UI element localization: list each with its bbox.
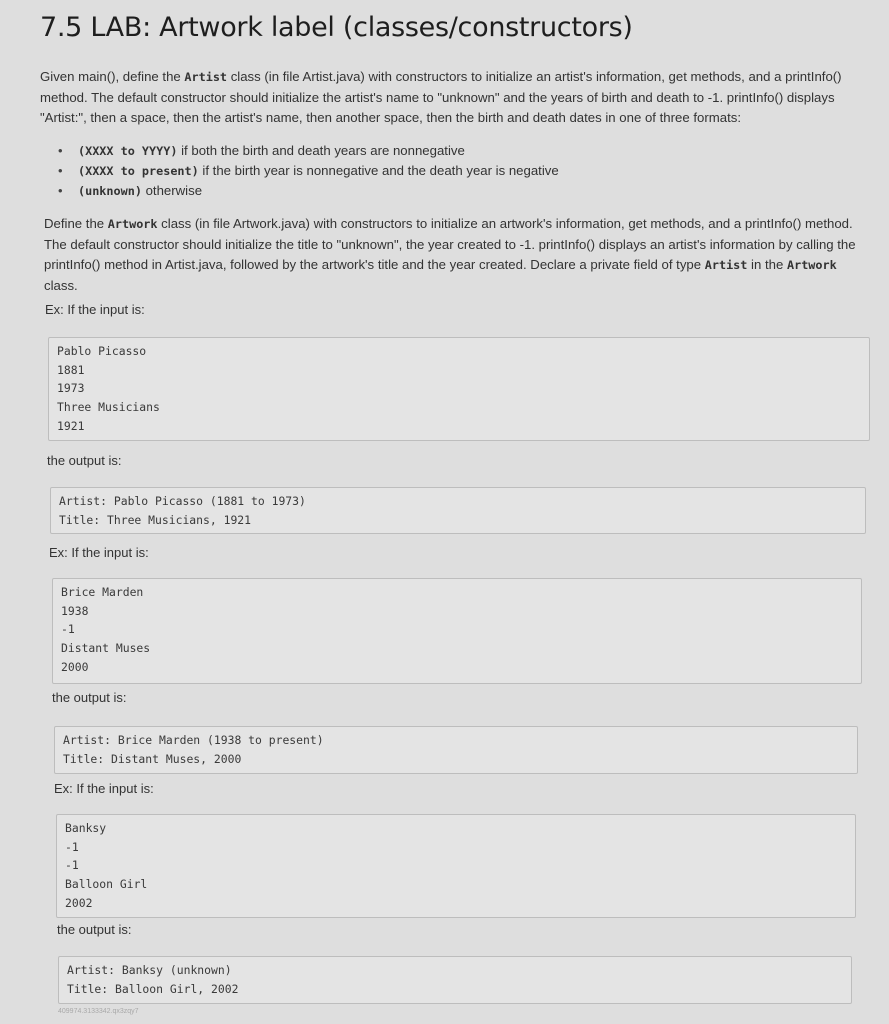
artwork-paragraph: Define the Artwork class (in file Artwork.java) with constructors to initialize an artwork's information, get methods, and a printInfo() method. The default constructor should initialize the title to "unknown", the year created to -1. printInfo() displays an artist's information by calling the printInfo() method in Artist.java, followed by the artwork's title and the year created. Declare a private field of type Artist in the Artwork class. [44, 216, 856, 293]
output-line: Title: Distant Muses, 2000 [63, 751, 242, 766]
example-input-box [48, 337, 870, 441]
example-label: Ex: If the input is: [45, 302, 145, 317]
example-input-box [56, 814, 856, 918]
example-output-box [54, 726, 858, 774]
artist-class-code: Artist [184, 70, 228, 84]
example-input-box [52, 578, 862, 684]
output-line: Title: Three Musicians, 1921 [59, 512, 252, 527]
example-label: Ex: If the input is: [49, 545, 149, 560]
input-line: -1 [65, 839, 79, 854]
output-label: the output is: [47, 453, 122, 468]
input-line: 1921 [57, 418, 85, 433]
output-line: Artist: Brice Marden (1938 to present) [63, 733, 324, 747]
input-line: Three Musicians [57, 400, 160, 415]
input-line: -1 [65, 858, 79, 873]
input-line: Brice Marden [61, 585, 144, 599]
output-line: Artist: Banksy (unknown) [67, 963, 232, 977]
format-list [58, 141, 559, 201]
output-label: the output is: [57, 922, 132, 937]
input-line: 2002 [65, 895, 93, 910]
input-line: Banksy [65, 821, 107, 835]
example-output-box [58, 956, 852, 1004]
input-line: 1938 [61, 603, 89, 618]
input-line: 1881 [57, 362, 85, 377]
list-item: • (XXXX to present) if the birth year is nonnegative and the death year is negative [58, 161, 559, 181]
input-line: 1973 [57, 381, 85, 396]
example-output-box [50, 487, 866, 534]
output-line: Artist: Pablo Picasso (1881 to 1973) [59, 494, 306, 508]
intro-paragraph: Given main(), define the Artist class (in file Artist.java) with constructors to initialize an artist's information, get methods, and a printInfo() method. The default constructor should initialize the artist's name to "unknown" and the years of birth and death to -1. printInfo() displays "Artist:", then a space, then the artist's name, then another space, then the birth and death dates in one of three formats: [40, 69, 842, 125]
footer-id: 409974.3133342.qx3zqy7 [58, 1008, 139, 1015]
output-label: the output is: [52, 690, 127, 705]
input-line: Distant Muses [61, 641, 151, 656]
input-line: Balloon Girl [65, 877, 148, 892]
input-line: 2000 [61, 659, 89, 674]
list-item: • (unknown) otherwise [58, 181, 559, 201]
example-label: Ex: If the input is: [54, 781, 154, 796]
output-line: Title: Balloon Girl, 2002 [67, 981, 239, 996]
input-line: Pablo Picasso [57, 344, 147, 358]
input-line: -1 [61, 622, 75, 637]
list-item: • (XXXX to YYYY) if both the birth and death years are nonnegative [58, 141, 559, 161]
page-title: 7.5 LAB: Artwork label (classes/constructors) [40, 12, 633, 43]
